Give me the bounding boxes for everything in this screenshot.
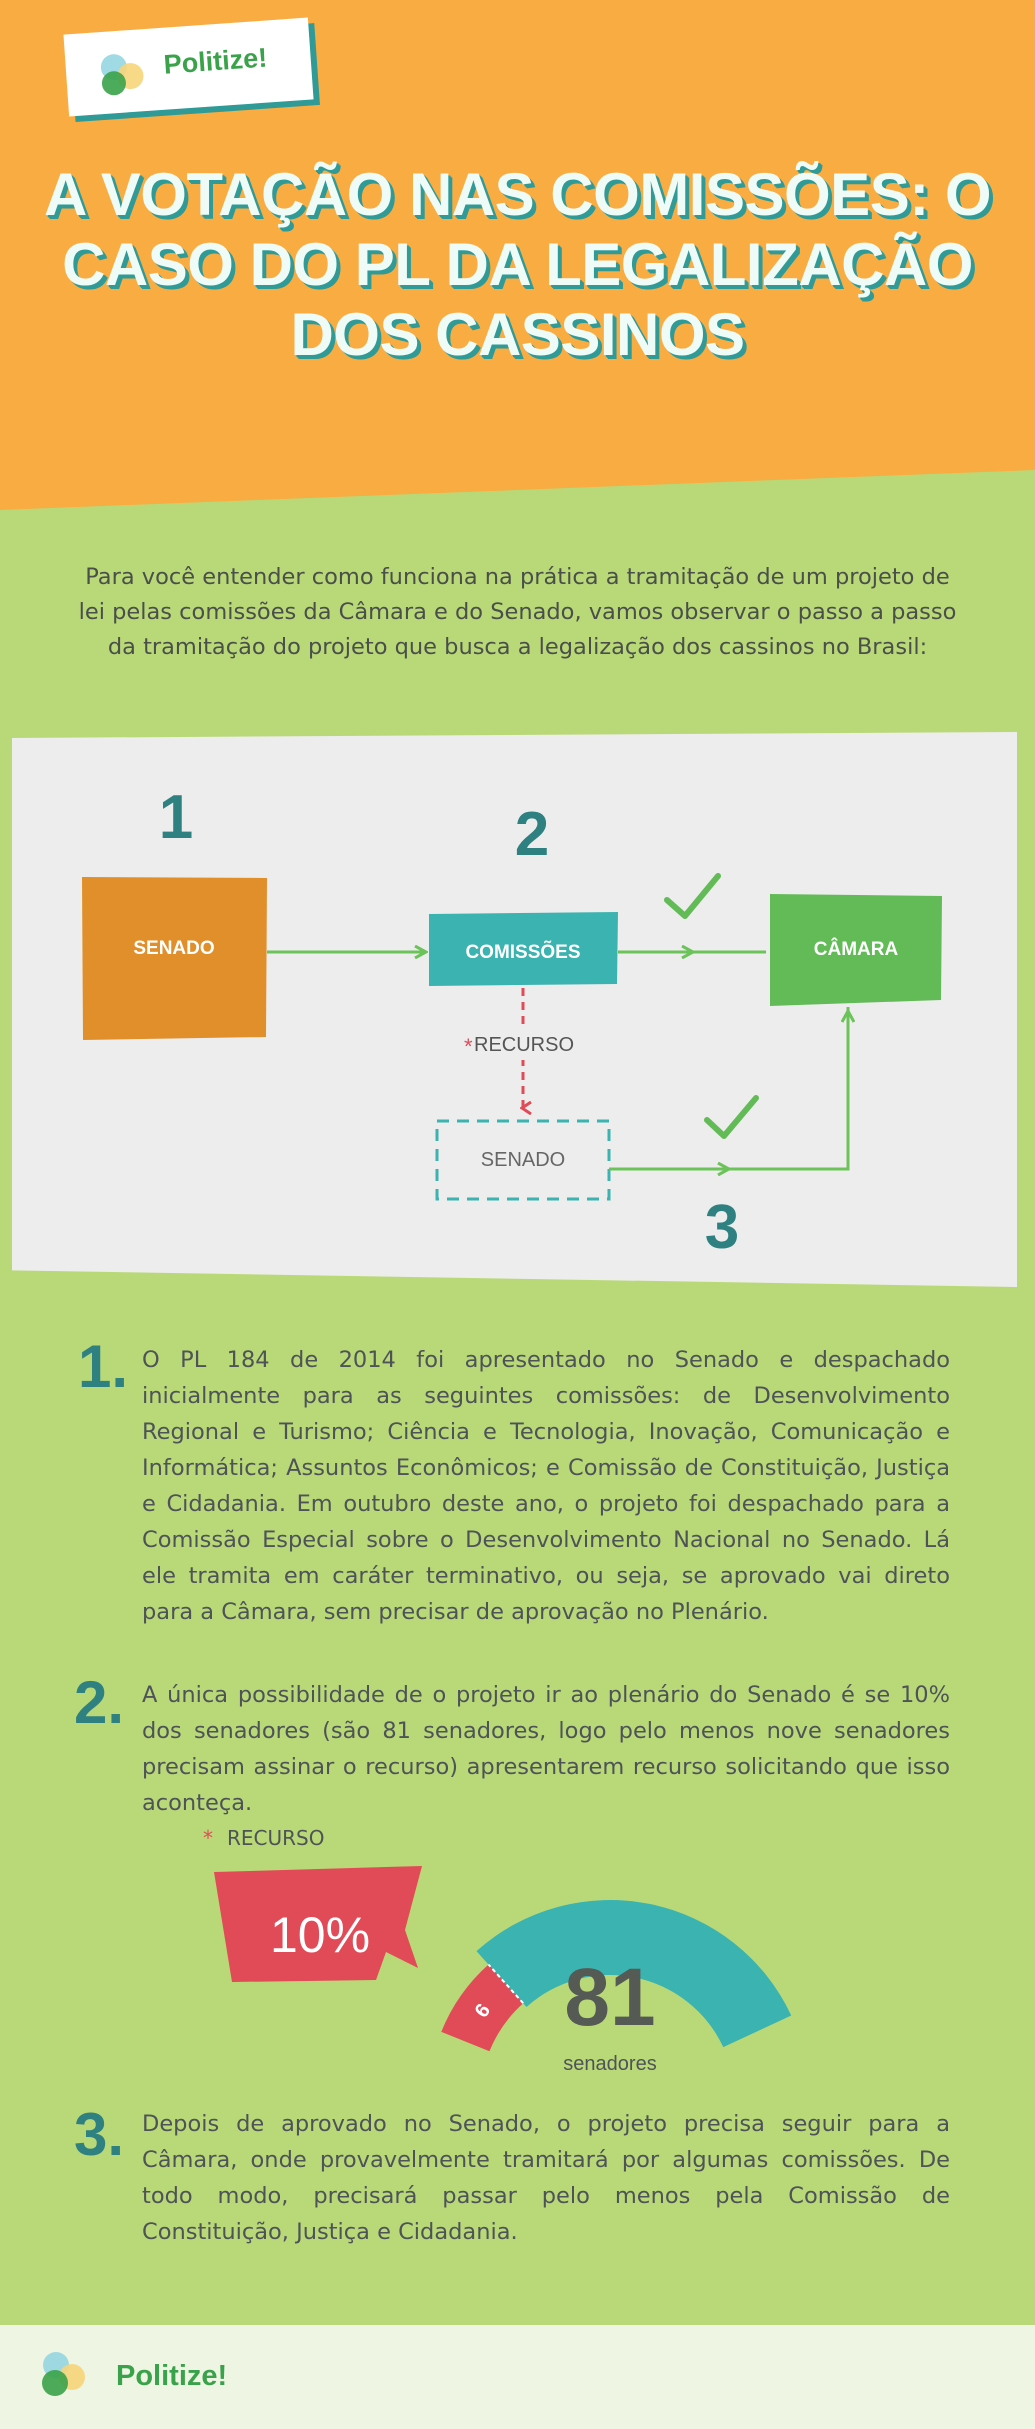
step-number-1: 1. <box>78 1333 129 1400</box>
recurso-star: * <box>203 1826 213 1850</box>
flow-diagram <box>12 732 1017 1287</box>
recurso-caption-text: RECURSO <box>227 1826 325 1850</box>
recurso-gauge <box>210 1850 830 2090</box>
total-caption: senadores <box>563 2053 657 2075</box>
percent-label: 10% <box>269 1907 371 1963</box>
checkmark-icon <box>707 1098 756 1136</box>
recurso-caption <box>203 1826 324 1850</box>
page-title: A VOTAÇÃO NAS COMISSÕES: O CASO DO PL DA LEGALIZAÇÃO DOS CASSINOS <box>43 161 992 368</box>
senado-alt-box-label: SENADO <box>480 1149 566 1171</box>
chat-bubbles-icon <box>91 49 154 101</box>
diagram-number-1: 1 <box>158 783 194 852</box>
diagram-number-3: 3 <box>704 1193 740 1262</box>
logo-text: Politize! <box>162 42 269 80</box>
total-number: 81 <box>564 1952 656 2043</box>
senado-box-label: SENADO <box>133 938 215 959</box>
step-number-3: 3. <box>74 2101 125 2168</box>
step-text-1: O PL 184 de 2014 foi apresentado no Senado e despachado inicialmente para as seguintes comissões: de Desenvolvimento Regional e Turismo; Ciência e Tecnologia, Inovação, Comunicação e Informática; Assuntos Econômicos; e Comissão de Constituição, Justiça e Cidadania. Em outubro deste ano, o projeto foi despachado para a Comissão Especial sobre o Desenvolvimento Nacional no Senado. Lá ele tramita em caráter terminativo, ou seja, se aprovado vai direto para a Câmara, sem precisar de aprovação no Plenário. <box>142 1347 950 1625</box>
step-text-3: Depois de aprovado no Senado, o projeto precisa seguir para a Câmara, onde provavelmente tramitará por algumas comissões. De todo modo, precisará passar pelo menos pela Comissão de Constituição, Justiça e Cidadania. <box>142 2111 950 2245</box>
gauge-part-label: 9 <box>469 1998 494 2021</box>
intro-paragraph: Para você entender como funciona na prática a tramitação de um projeto de lei pelas comissões da Câmara e do Senado, vamos observar o passo a passo da tramitação do projeto que busca a legalização dos cassinos no Brasil: <box>78 564 957 660</box>
politize-logo[interactable] <box>63 18 313 117</box>
arrow-senado-alt-camara <box>609 1007 848 1169</box>
comissoes-box-label: COMISSÕES <box>465 942 581 963</box>
footer <box>0 2325 1035 2429</box>
recurso-star: * <box>464 1034 473 1059</box>
checkmark-icon <box>667 876 718 916</box>
step-number-2: 2. <box>74 1669 125 1736</box>
diagram-number-2: 2 <box>514 800 550 869</box>
camara-box-label: CÂMARA <box>813 939 899 960</box>
step-text-2: A única possibilidade de o projeto ir ao plenário do Senado é se 10% dos senadores (são 81 senadores, logo pelo menos nove senadores precisam assinar o recurso) apresentarem recurso solicitando que isso aconteça. <box>142 1682 950 1816</box>
recurso-label: RECURSO <box>474 1034 575 1056</box>
footer-logo-text[interactable]: Politize! <box>116 2360 228 2392</box>
chat-bubbles-icon <box>34 2349 94 2401</box>
flow-diagram-svg <box>12 732 1017 1287</box>
